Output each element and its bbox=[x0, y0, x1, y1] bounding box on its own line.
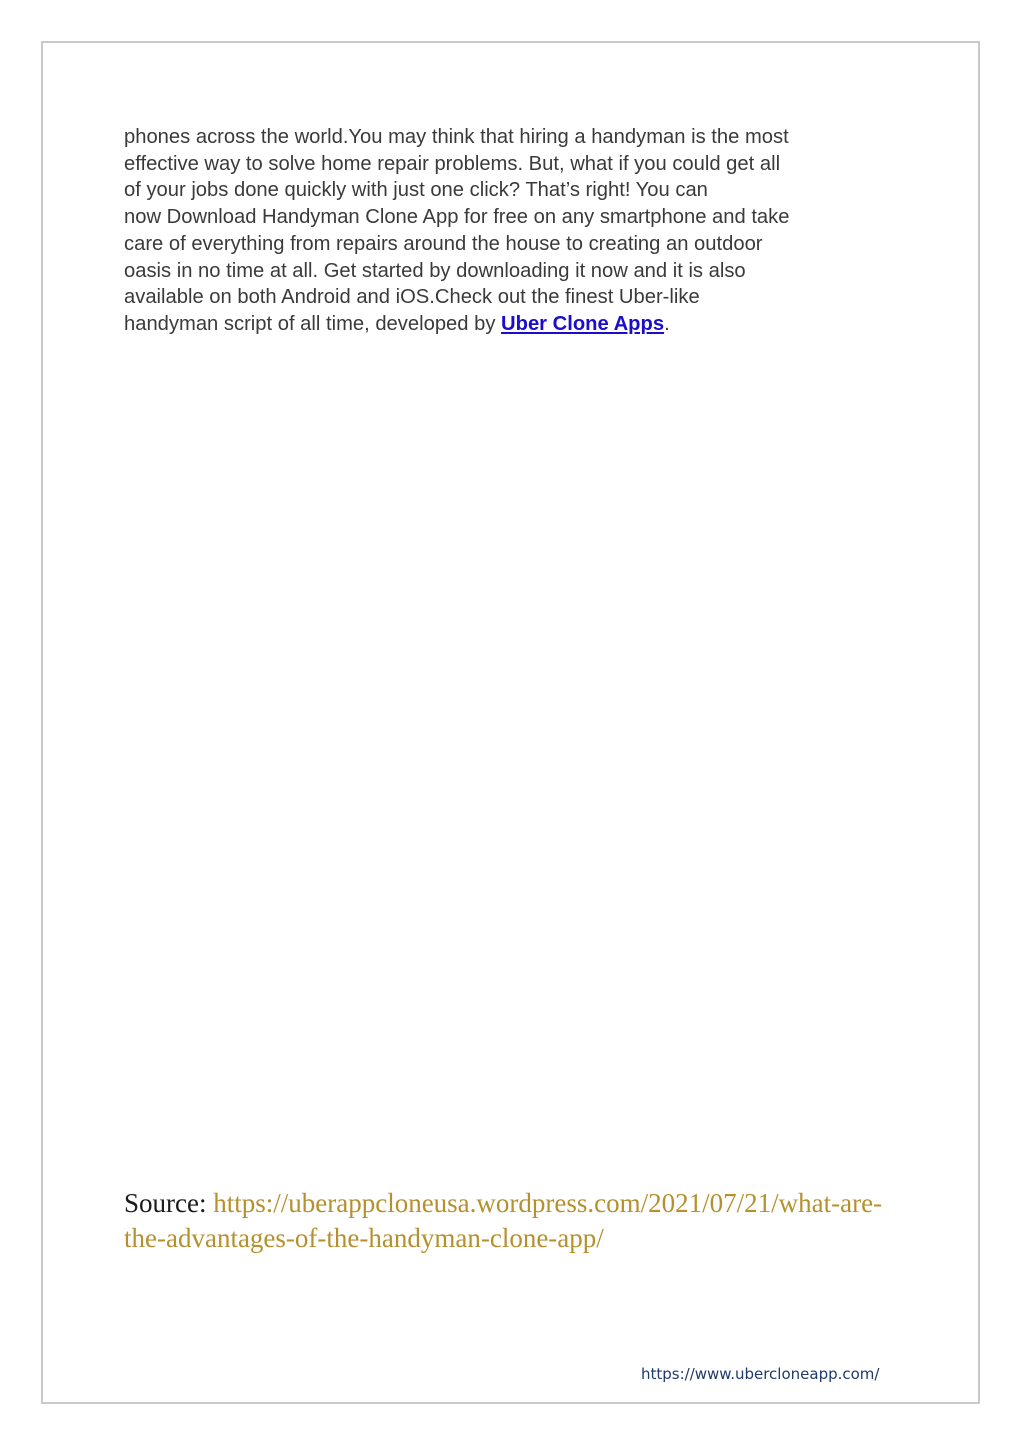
paragraph-line: oasis in no time at all. Get started by downloading it now and it is also bbox=[124, 259, 746, 282]
paragraph-line: effective way to solve home repair problems. But, what if you could get all bbox=[124, 152, 781, 175]
last-line-text: handyman script of all time, developed by bbox=[124, 312, 502, 335]
source-citation bbox=[124, 1186, 924, 1256]
footer-website-link[interactable]: https://www.ubercloneapp.com/ bbox=[641, 1365, 880, 1383]
source-line-1 bbox=[124, 1186, 924, 1221]
paragraph-line: now Download Handyman Clone App for free on any smartphone and take bbox=[124, 206, 790, 229]
paragraph-line: of your jobs done quickly with just one click? That’s right! You can bbox=[124, 179, 708, 202]
paragraph-line: phones across the world.You may think that hiring a handyman is the most bbox=[124, 126, 789, 148]
last-line-period: . bbox=[664, 312, 670, 335]
paragraph-last-line bbox=[124, 311, 914, 338]
paragraph-line: available on both Android and iOS.Check out the finest Uber-like bbox=[124, 286, 700, 309]
source-url-part-2[interactable]: the-advantages-of-the-handyman-clone-app/ bbox=[124, 1223, 604, 1253]
body-paragraph bbox=[124, 124, 914, 338]
source-url-part-1[interactable]: https://uberappcloneusa.wordpress.com/2021/07/21/what-are- bbox=[213, 1188, 883, 1218]
source-label: Source: bbox=[124, 1188, 214, 1218]
paragraph-line: care of everything from repairs around the house to creating an outdoor bbox=[124, 232, 763, 255]
uber-clone-apps-link[interactable]: Uber Clone Apps bbox=[501, 312, 665, 335]
